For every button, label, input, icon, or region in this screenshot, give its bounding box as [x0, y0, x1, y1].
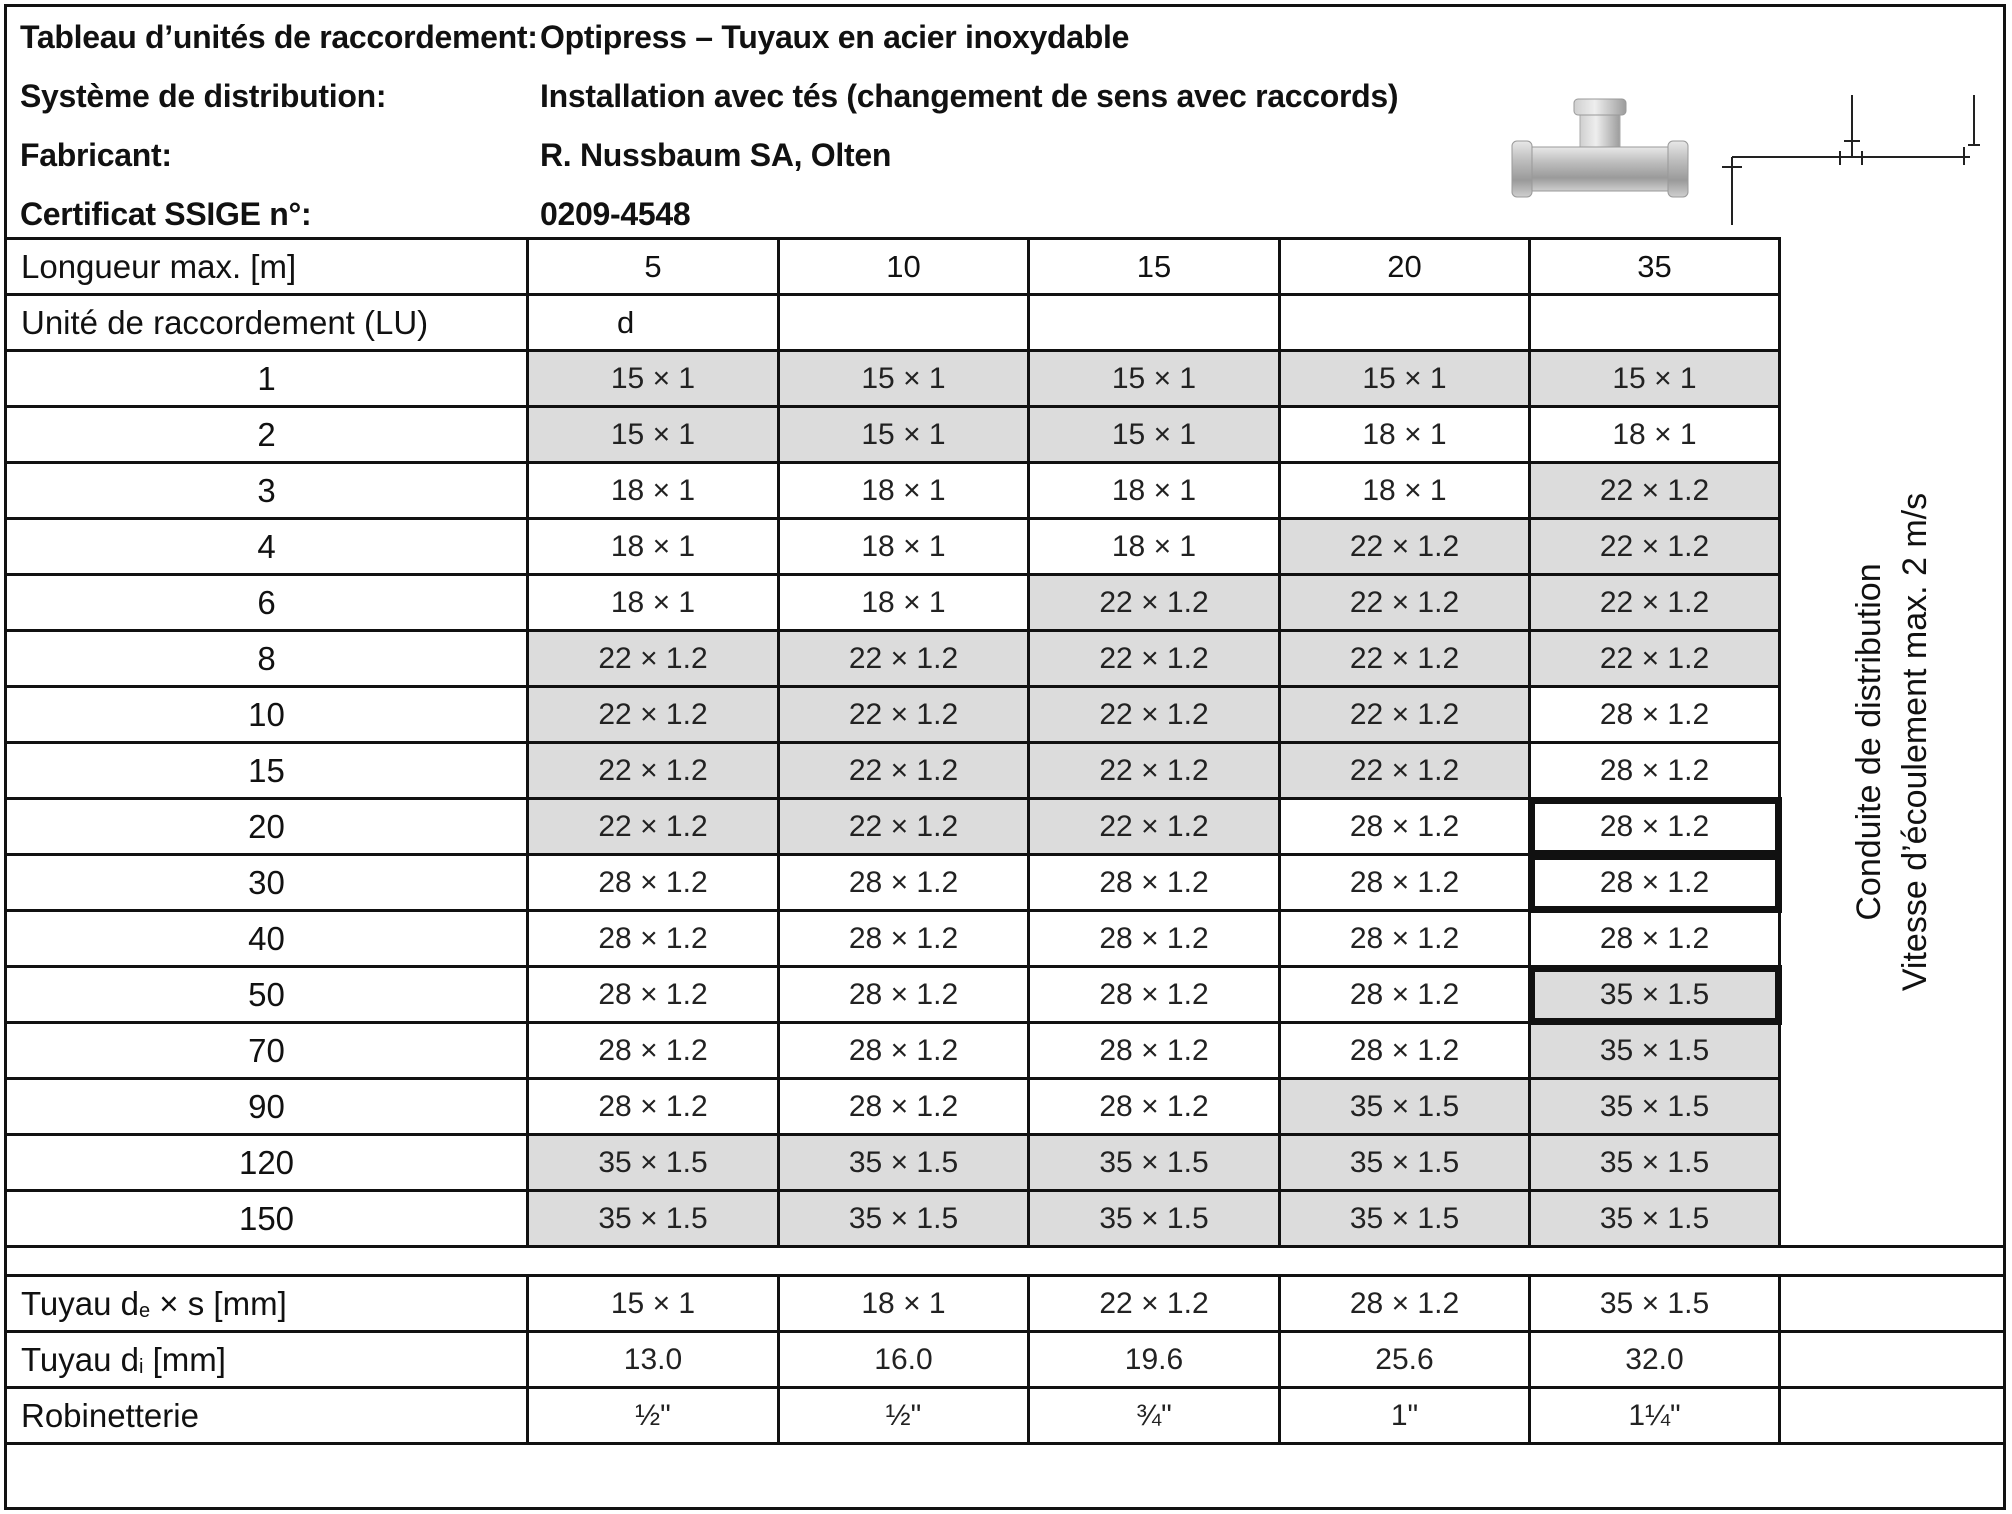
pipe-size-cell: 28 × 1.2: [779, 855, 1029, 911]
table-row: [6, 1023, 2005, 1079]
pipe-size-cell: 15 × 1: [528, 407, 779, 463]
lu-value: 150: [6, 1191, 528, 1247]
pipe-size-cell: 18 × 1: [1029, 463, 1280, 519]
pipe-size-cell: 28 × 1.2: [1280, 799, 1530, 855]
length-header-row: [6, 239, 2005, 295]
table-row: [6, 575, 2005, 631]
pipe-size-cell: 22 × 1.2: [1029, 799, 1280, 855]
pipe-size-cell: 22 × 1.2: [779, 743, 1029, 799]
pipe-size-cell: 22 × 1.2: [528, 631, 779, 687]
pipe-size-cell: 28 × 1.2: [1280, 967, 1530, 1023]
length-col-35: 35: [1530, 239, 1780, 295]
pipe-size-cell: 28 × 1.2: [1530, 855, 1780, 911]
pipe-outer-diameter-row-cell: 35 × 1.5: [1530, 1276, 1780, 1332]
table-row: [6, 911, 2005, 967]
tee-fitting-icon: [1512, 99, 1688, 197]
pipe-size-cell: 22 × 1.2: [528, 743, 779, 799]
pipe-size-cell: 22 × 1.2: [1530, 463, 1780, 519]
table-row: [6, 743, 2005, 799]
pipe-inner-diameter-row-label: [6, 1332, 528, 1388]
pipe-size-cell: 28 × 1.2: [1530, 799, 1780, 855]
pipe-outer-diameter-row-cell: 18 × 1: [779, 1276, 1029, 1332]
side-note-line1: Conduite de distribution: [1850, 563, 1888, 921]
header-row-title: [20, 8, 1480, 67]
lu-empty-cell: [1280, 295, 1530, 351]
tee-fitting-illustration: [1500, 85, 2000, 235]
lu-value: 10: [6, 687, 528, 743]
empty-cell: [1780, 1388, 2005, 1444]
pipe-size-cell: 28 × 1.2: [1029, 911, 1280, 967]
pipe-outer-diameter-row: [6, 1276, 2005, 1332]
pipe-outer-diameter-row-label: [6, 1276, 528, 1332]
title-label: Tableau d’unités de raccordement:: [20, 19, 538, 55]
pipe-size-cell: 22 × 1.2: [1530, 519, 1780, 575]
pipe-size-cell: 15 × 1: [1530, 351, 1780, 407]
pipe-size-cell: 15 × 1: [779, 351, 1029, 407]
table-row: [6, 1191, 2005, 1247]
pipe-size-cell: 28 × 1.2: [1029, 855, 1280, 911]
pipe-size-cell: 28 × 1.2: [779, 967, 1029, 1023]
system-value: Installation avec tés (changement de sens avec raccords): [540, 78, 1399, 114]
pipe-size-cell: 28 × 1.2: [1029, 1023, 1280, 1079]
table-row: [6, 1079, 2005, 1135]
table-row: [6, 519, 2005, 575]
table-row: [6, 799, 2005, 855]
fittings-row-cell: 1¼": [1530, 1388, 1780, 1444]
pipe-size-cell: 22 × 1.2: [1029, 743, 1280, 799]
pipe-size-cell: 22 × 1.2: [779, 799, 1029, 855]
pipe-size-cell: 18 × 1: [528, 575, 779, 631]
lu-value: 6: [6, 575, 528, 631]
cert-value: 0209-4548: [540, 196, 691, 232]
label-text: Robinetterie: [21, 1396, 199, 1434]
label-text: Tuyau d: [21, 1340, 140, 1378]
header-row-system: [20, 67, 1480, 126]
pipe-size-cell: 35 × 1.5: [1530, 1191, 1780, 1247]
fittings-row: [6, 1388, 2005, 1444]
fittings-row-label: [6, 1388, 528, 1444]
lu-value: 120: [6, 1135, 528, 1191]
label-text: × s [mm]: [150, 1284, 287, 1322]
maker-label: Fabricant:: [20, 137, 172, 173]
pipe-size-cell: 28 × 1.2: [1530, 687, 1780, 743]
maker-value: R. Nussbaum SA, Olten: [540, 137, 892, 173]
pipe-size-cell: 28 × 1.2: [528, 967, 779, 1023]
cert-label: Certificat SSIGE n°:: [20, 196, 312, 232]
pipe-size-cell: 28 × 1.2: [1280, 855, 1530, 911]
table-row: [6, 855, 2005, 911]
pipe-size-cell: 28 × 1.2: [1280, 911, 1530, 967]
pipe-size-cell: 15 × 1: [779, 407, 1029, 463]
lu-empty-cell: [779, 295, 1029, 351]
header-block: [20, 8, 1480, 244]
pipe-size-cell: 15 × 1: [1280, 351, 1530, 407]
lu-value: 1: [6, 351, 528, 407]
title-value: Optipress – Tuyaux en acier inoxydable: [540, 19, 1130, 55]
pipe-size-cell: 28 × 1.2: [528, 855, 779, 911]
lu-header-row: [6, 295, 2005, 351]
side-note-line2: Vitesse d’écoulement max. 2 m/s: [1896, 492, 1934, 991]
pipe-size-cell: 28 × 1.2: [1530, 911, 1780, 967]
pipe-size-cell: 22 × 1.2: [1530, 575, 1780, 631]
lu-value: 40: [6, 911, 528, 967]
lu-empty-cell: [1029, 295, 1280, 351]
pipe-size-cell: 18 × 1: [1280, 463, 1530, 519]
pipe-size-cell: 28 × 1.2: [1280, 1023, 1530, 1079]
lu-label: Unité de raccordement (LU): [6, 295, 528, 351]
pipe-size-cell: 22 × 1.2: [528, 799, 779, 855]
empty-cell: [1780, 1332, 2005, 1388]
header-row-cert: [20, 185, 1480, 244]
side-note-cell: [1780, 239, 2005, 1247]
pipe-size-cell: 18 × 1: [779, 575, 1029, 631]
pipe-size-cell: 35 × 1.5: [1530, 967, 1780, 1023]
fittings-row-cell: ¾": [1029, 1388, 1280, 1444]
length-col-5: 5: [528, 239, 779, 295]
side-note: [1846, 493, 1938, 991]
lu-marker: d: [528, 295, 779, 351]
pipe-outer-diameter-row-cell: 15 × 1: [528, 1276, 779, 1332]
pipe-size-cell: 35 × 1.5: [1280, 1135, 1530, 1191]
pipe-inner-diameter-row-cell: 19.6: [1029, 1332, 1280, 1388]
empty-cell: [1780, 1276, 2005, 1332]
pipe-size-cell: 28 × 1.2: [1029, 967, 1280, 1023]
pipe-size-cell: 28 × 1.2: [779, 1023, 1029, 1079]
lu-value: 30: [6, 855, 528, 911]
pipe-inner-diameter-row-cell: 25.6: [1280, 1332, 1530, 1388]
pipe-size-cell: 22 × 1.2: [1280, 687, 1530, 743]
system-label: Système de distribution:: [20, 78, 387, 114]
pipe-size-cell: 22 × 1.2: [1530, 631, 1780, 687]
length-col-10: 10: [779, 239, 1029, 295]
pipe-size-cell: 35 × 1.5: [1530, 1023, 1780, 1079]
length-col-20: 20: [1280, 239, 1530, 295]
label-text: Tuyau d: [21, 1284, 140, 1322]
pipe-size-cell: 18 × 1: [528, 519, 779, 575]
lu-value: 3: [6, 463, 528, 519]
pipe-size-cell: 35 × 1.5: [1280, 1191, 1530, 1247]
length-col-15: 15: [1029, 239, 1280, 295]
lu-value: 8: [6, 631, 528, 687]
label-text: [mm]: [143, 1340, 226, 1378]
table-row: [6, 1135, 2005, 1191]
lu-value: 50: [6, 967, 528, 1023]
pipe-size-cell: 22 × 1.2: [1280, 519, 1530, 575]
pipe-size-cell: 28 × 1.2: [528, 911, 779, 967]
table-row: [6, 463, 2005, 519]
lu-value: 20: [6, 799, 528, 855]
fittings-row-cell: ½": [528, 1388, 779, 1444]
lu-value: 2: [6, 407, 528, 463]
pipe-inner-diameter-row-cell: 16.0: [779, 1332, 1029, 1388]
pipe-inner-diameter-row-cell: 32.0: [1530, 1332, 1780, 1388]
table-row: [6, 351, 2005, 407]
pipe-size-cell: 35 × 1.5: [779, 1135, 1029, 1191]
lu-value: 90: [6, 1079, 528, 1135]
pipe-size-cell: 18 × 1: [779, 463, 1029, 519]
fittings-row-cell: 1": [1280, 1388, 1530, 1444]
pipe-size-cell: 22 × 1.2: [1029, 575, 1280, 631]
pipe-size-cell: 18 × 1: [1530, 407, 1780, 463]
pipe-size-cell: 22 × 1.2: [779, 631, 1029, 687]
pipe-size-cell: 22 × 1.2: [1029, 631, 1280, 687]
spacer-row: [6, 1247, 2005, 1276]
pipe-outer-diameter-row-cell: 22 × 1.2: [1029, 1276, 1280, 1332]
pipe-size-cell: 18 × 1: [779, 519, 1029, 575]
lu-value: 15: [6, 743, 528, 799]
spacer-cell: [6, 1247, 2005, 1276]
pipe-size-cell: 18 × 1: [1280, 407, 1530, 463]
table-row: [6, 407, 2005, 463]
pipe-size-cell: 28 × 1.2: [1029, 1079, 1280, 1135]
pipe-inner-diameter-row-cell: 13.0: [528, 1332, 779, 1388]
length-label: Longueur max. [m]: [6, 239, 528, 295]
pipe-size-cell: 15 × 1: [528, 351, 779, 407]
pipe-size-cell: 28 × 1.2: [528, 1079, 779, 1135]
pipe-size-cell: 35 × 1.5: [1029, 1135, 1280, 1191]
pipe-size-cell: 35 × 1.5: [1530, 1079, 1780, 1135]
pipe-size-cell: 35 × 1.5: [779, 1191, 1029, 1247]
pipe-size-cell: 28 × 1.2: [1530, 743, 1780, 799]
pipe-inner-diameter-row: [6, 1332, 2005, 1388]
table-row: [6, 967, 2005, 1023]
pipe-size-cell: 15 × 1: [1029, 407, 1280, 463]
pipe-size-cell: 18 × 1: [1029, 519, 1280, 575]
pipe-size-cell: 22 × 1.2: [528, 687, 779, 743]
label-subscript: e: [139, 1299, 151, 1322]
pipe-size-cell: 28 × 1.2: [779, 1079, 1029, 1135]
pipe-size-cell: 22 × 1.2: [779, 687, 1029, 743]
lu-empty-cell: [1530, 295, 1780, 351]
table-row: [6, 631, 2005, 687]
pipe-size-cell: 35 × 1.5: [528, 1135, 779, 1191]
pipe-size-cell: 35 × 1.5: [528, 1191, 779, 1247]
connection-units-table: [4, 237, 2006, 1445]
pipe-size-cell: 22 × 1.2: [1280, 743, 1530, 799]
lu-value: 70: [6, 1023, 528, 1079]
pipe-size-cell: 22 × 1.2: [1280, 575, 1530, 631]
pipe-size-cell: 22 × 1.2: [1280, 631, 1530, 687]
pipe-size-cell: 35 × 1.5: [1280, 1079, 1530, 1135]
fittings-row-cell: ½": [779, 1388, 1029, 1444]
pipe-size-cell: 18 × 1: [528, 463, 779, 519]
lu-value: 4: [6, 519, 528, 575]
label-subscript: i: [139, 1355, 144, 1378]
pipe-size-cell: 28 × 1.2: [528, 1023, 779, 1079]
pipe-size-cell: 22 × 1.2: [1029, 687, 1280, 743]
pipe-size-cell: 35 × 1.5: [1029, 1191, 1280, 1247]
pipe-size-cell: 28 × 1.2: [779, 911, 1029, 967]
pipe-size-cell: 35 × 1.5: [1530, 1135, 1780, 1191]
table-row: [6, 687, 2005, 743]
piping-schematic-icon: [1722, 95, 1980, 225]
header-row-maker: [20, 126, 1480, 185]
pipe-outer-diameter-row-cell: 28 × 1.2: [1280, 1276, 1530, 1332]
pipe-size-cell: 15 × 1: [1029, 351, 1280, 407]
